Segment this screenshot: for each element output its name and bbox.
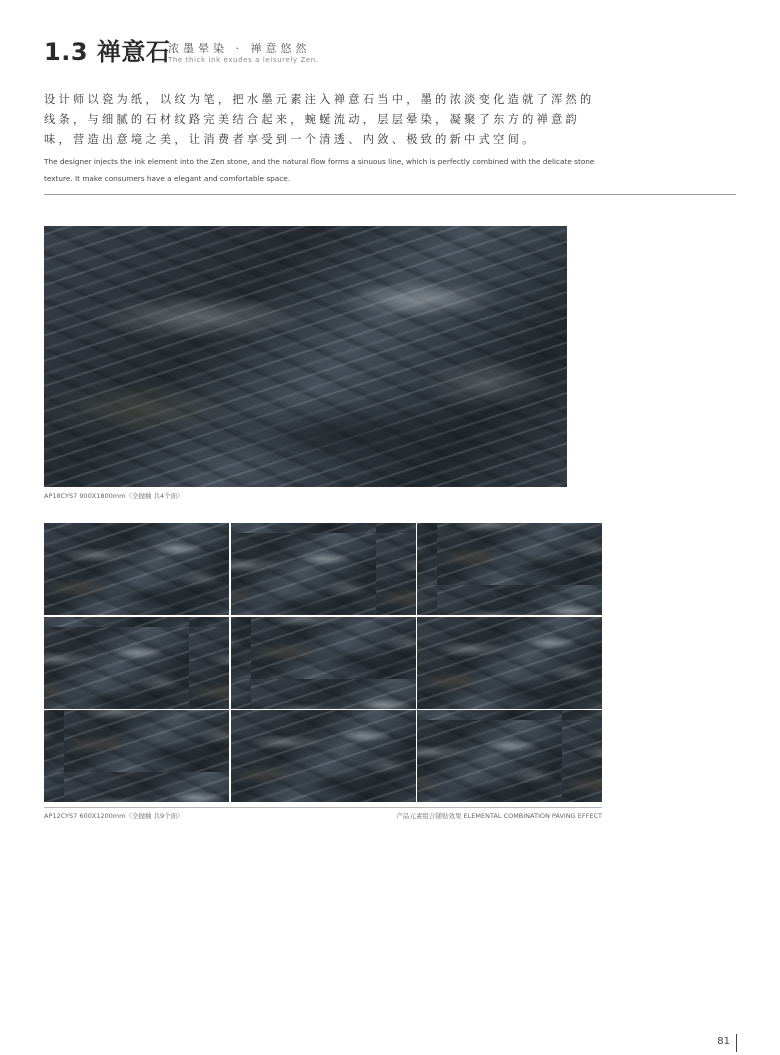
subtitle-english: The thick ink exudes a leisurely Zen. [168,56,319,64]
grid-caption-left: AP12CYS7 600X1200mm（全抛釉 共9个面） [44,812,184,820]
marble-tile-2 [231,523,416,615]
marble-tile-9 [417,710,602,802]
marble-tile-8 [231,710,416,802]
page-number: 81 [717,1036,730,1047]
marble-tile-3 [417,523,602,615]
marble-tile-5 [231,617,416,709]
description-english: The designer injects the ink element into the Zen stone, and the natural flow forms a sinuous line, which is perfectly combined with the delicate stone texture. It make consumers have a elegant and comfortable space. [44,157,595,183]
large-slab-caption: AP18CYS7 900X1800mm（全抛釉 共4个面） [44,492,184,500]
marble-tile-4 [44,617,229,709]
description-chinese: 设计师以瓷为纸，以纹为笔，把水墨元素注入禅意石当中，墨的浓淡变化造就了浑然的线条，与细腻的石材纹路完美结合起来，蜿蜒流动，层层晕染，凝聚了东方的禅意韵味，营造出意境之美，让消费者享受到一个清透、内敛、极致的新中式空间。 [44,93,595,146]
section-divider [44,194,736,195]
marble-tile-7 [44,710,229,802]
grid-caption-right: 产品元素组合铺贴效果 ELEMENTAL COMBINATION PAVING EFFECT [396,812,602,820]
marble-tile-1 [44,523,229,615]
section-title: 1.3 禅意石 [44,38,171,66]
marble-tile-6 [417,617,602,709]
tile-combination-grid [44,523,602,803]
grid-caption-divider [44,807,602,808]
large-marble-slab-image [44,226,567,487]
page-number-bar [736,1034,737,1052]
subtitle-chinese: 浓墨晕染 · 禅意悠然 [168,42,311,55]
